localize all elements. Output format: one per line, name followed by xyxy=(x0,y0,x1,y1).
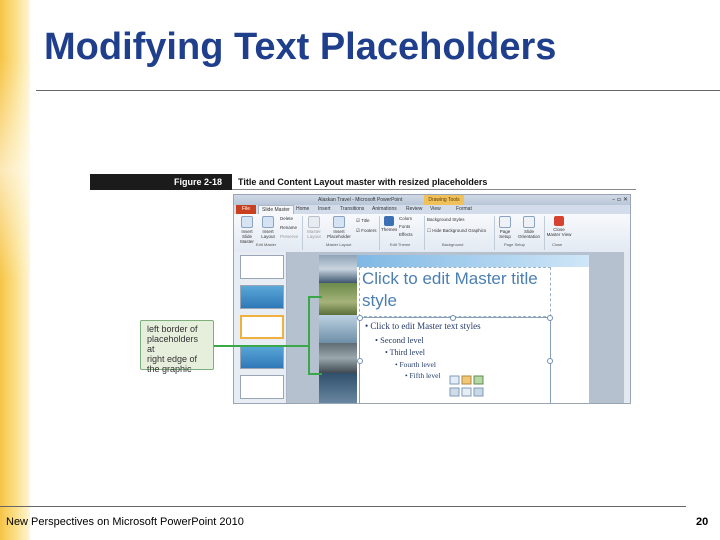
group-separator xyxy=(544,216,545,250)
master-layout-icon xyxy=(308,216,320,228)
title-checkbox[interactable]: ☑ Title xyxy=(356,218,370,223)
thumbnail-layout-selected[interactable] xyxy=(240,315,284,339)
title-divider xyxy=(36,90,720,91)
bullet-level-2: • Second level xyxy=(375,335,424,345)
orientation-icon xyxy=(523,216,535,228)
figure-caption: Title and Content Layout master with resized placeholders xyxy=(238,177,488,187)
group-separator xyxy=(424,216,425,250)
delete-button[interactable]: Delete xyxy=(280,216,294,221)
vertical-scrollbar[interactable] xyxy=(624,252,631,404)
insert-content-icons[interactable] xyxy=(449,375,485,401)
caribou-photo xyxy=(319,283,357,315)
insert-layout-button[interactable]: Insert Layout xyxy=(259,216,277,239)
water-photo xyxy=(319,373,357,404)
close-icon xyxy=(554,216,564,226)
callout-line: placeholders at xyxy=(147,334,199,354)
figure-caption-bar xyxy=(90,174,636,190)
slide-master-icon xyxy=(241,216,253,228)
tab-slide-master[interactable]: Slide Master xyxy=(258,205,294,214)
rename-button[interactable]: Rename xyxy=(280,225,298,230)
callout-line: right edge of xyxy=(147,354,198,364)
placeholder-icon xyxy=(333,216,345,228)
callout-bracket xyxy=(308,296,310,375)
tab-review[interactable]: Review xyxy=(406,206,423,212)
group-label-master-layout: Master Layout xyxy=(326,242,352,247)
layout-icon xyxy=(262,216,274,228)
effects-button[interactable]: Effects xyxy=(399,232,413,237)
themes-button[interactable]: Themes xyxy=(381,216,397,232)
background-styles-button[interactable]: Background Styles xyxy=(427,217,465,222)
footer-text: New Perspectives on Microsoft PowerPoint 2010 xyxy=(6,516,244,528)
group-label-edit-theme: Edit Theme xyxy=(390,242,411,247)
tab-transitions[interactable]: Transitions xyxy=(340,206,365,212)
thumbnail-layout[interactable] xyxy=(240,345,284,369)
themes-icon xyxy=(384,216,394,226)
close-master-view-button[interactable]: Close Master View xyxy=(546,216,572,237)
page-number: 20 xyxy=(696,516,709,528)
slide-title: Modifying Text Placeholders xyxy=(44,26,557,68)
preserve-button[interactable]: Preserve xyxy=(280,234,299,239)
tab-insert[interactable]: Insert xyxy=(318,206,331,212)
callout-line: left border of xyxy=(147,324,198,334)
tab-animations[interactable]: Animations xyxy=(372,206,397,212)
callout-connector xyxy=(214,345,310,347)
sidebar-glow xyxy=(0,60,30,280)
tab-home[interactable]: Home xyxy=(296,206,310,212)
insert-placeholder-button[interactable]: Insert Placeholder xyxy=(326,216,352,239)
window-title: Alaskan Travel - Microsoft PowerPoint xyxy=(318,197,403,203)
bullet-level-3: • Third level xyxy=(385,348,425,357)
content-icons-graphic xyxy=(449,375,485,401)
resize-handle[interactable] xyxy=(547,358,553,364)
powerpoint-screenshot xyxy=(233,194,631,404)
slide-orientation-button[interactable]: Slide Orientation xyxy=(516,216,542,239)
resize-handle[interactable] xyxy=(547,315,553,321)
decorative-sidebar xyxy=(0,0,30,540)
master-layout-button[interactable]: Master Layout xyxy=(304,216,324,239)
figure-number: Figure 2-18 xyxy=(90,174,232,190)
group-separator xyxy=(302,216,303,250)
ribbon xyxy=(234,214,630,253)
ship-photo xyxy=(319,255,357,283)
page-setup-icon xyxy=(499,216,511,228)
group-separator xyxy=(379,216,380,250)
figure-callout xyxy=(140,320,214,374)
slide-thumbnail-pane xyxy=(234,252,287,404)
group-label-background: Background xyxy=(442,242,464,247)
group-label-close: Close xyxy=(552,242,563,247)
footers-checkbox[interactable]: ☑ Footers xyxy=(356,228,377,233)
bullet-level-4: • Fourth level xyxy=(395,360,436,369)
thumbnail-layout[interactable] xyxy=(240,375,284,399)
tab-file[interactable]: File xyxy=(236,205,256,214)
bullet-level-5: • Fifth level xyxy=(405,371,441,380)
resize-handle[interactable] xyxy=(357,315,363,321)
fonts-button[interactable]: Fonts xyxy=(399,224,411,229)
colors-button[interactable]: Colors xyxy=(399,216,413,221)
wildlife-photo xyxy=(319,343,357,373)
glacier-photo xyxy=(319,315,357,343)
tab-format[interactable]: Format xyxy=(456,206,472,212)
figure-rule xyxy=(232,189,636,190)
group-label-edit-master: Edit Master xyxy=(256,242,277,247)
window-titlebar xyxy=(234,195,630,205)
ribbon-tabs xyxy=(234,205,630,214)
drawing-tools-contextual-tab[interactable]: Drawing Tools xyxy=(424,195,464,205)
group-separator xyxy=(494,216,495,250)
footer-divider xyxy=(0,506,686,507)
thumbnail-master[interactable] xyxy=(240,255,284,279)
photo-strip xyxy=(319,255,357,404)
window-controls[interactable]: – ▫ ✕ xyxy=(612,196,628,203)
title-placeholder-text: Click to edit Master title style xyxy=(362,269,538,310)
page-setup-button[interactable]: Page Setup xyxy=(496,216,514,239)
bullet-level-1: • Click to edit Master text styles xyxy=(365,321,481,331)
resize-handle[interactable] xyxy=(357,358,363,364)
slide-master-layout[interactable] xyxy=(319,255,589,404)
thumbnail-layout[interactable] xyxy=(240,285,284,309)
callout-line: the graphic xyxy=(147,364,192,374)
callout-bracket-top xyxy=(308,296,322,298)
group-label-page-setup: Page Setup xyxy=(504,242,525,247)
insert-slide-master-button[interactable]: Insert Slide Master xyxy=(236,216,258,244)
tab-view[interactable]: View xyxy=(430,206,441,212)
callout-bracket-bottom xyxy=(308,373,322,375)
slide-header-wave xyxy=(357,255,589,267)
hide-background-checkbox[interactable]: ☐ Hide Background Graphics xyxy=(427,228,487,233)
